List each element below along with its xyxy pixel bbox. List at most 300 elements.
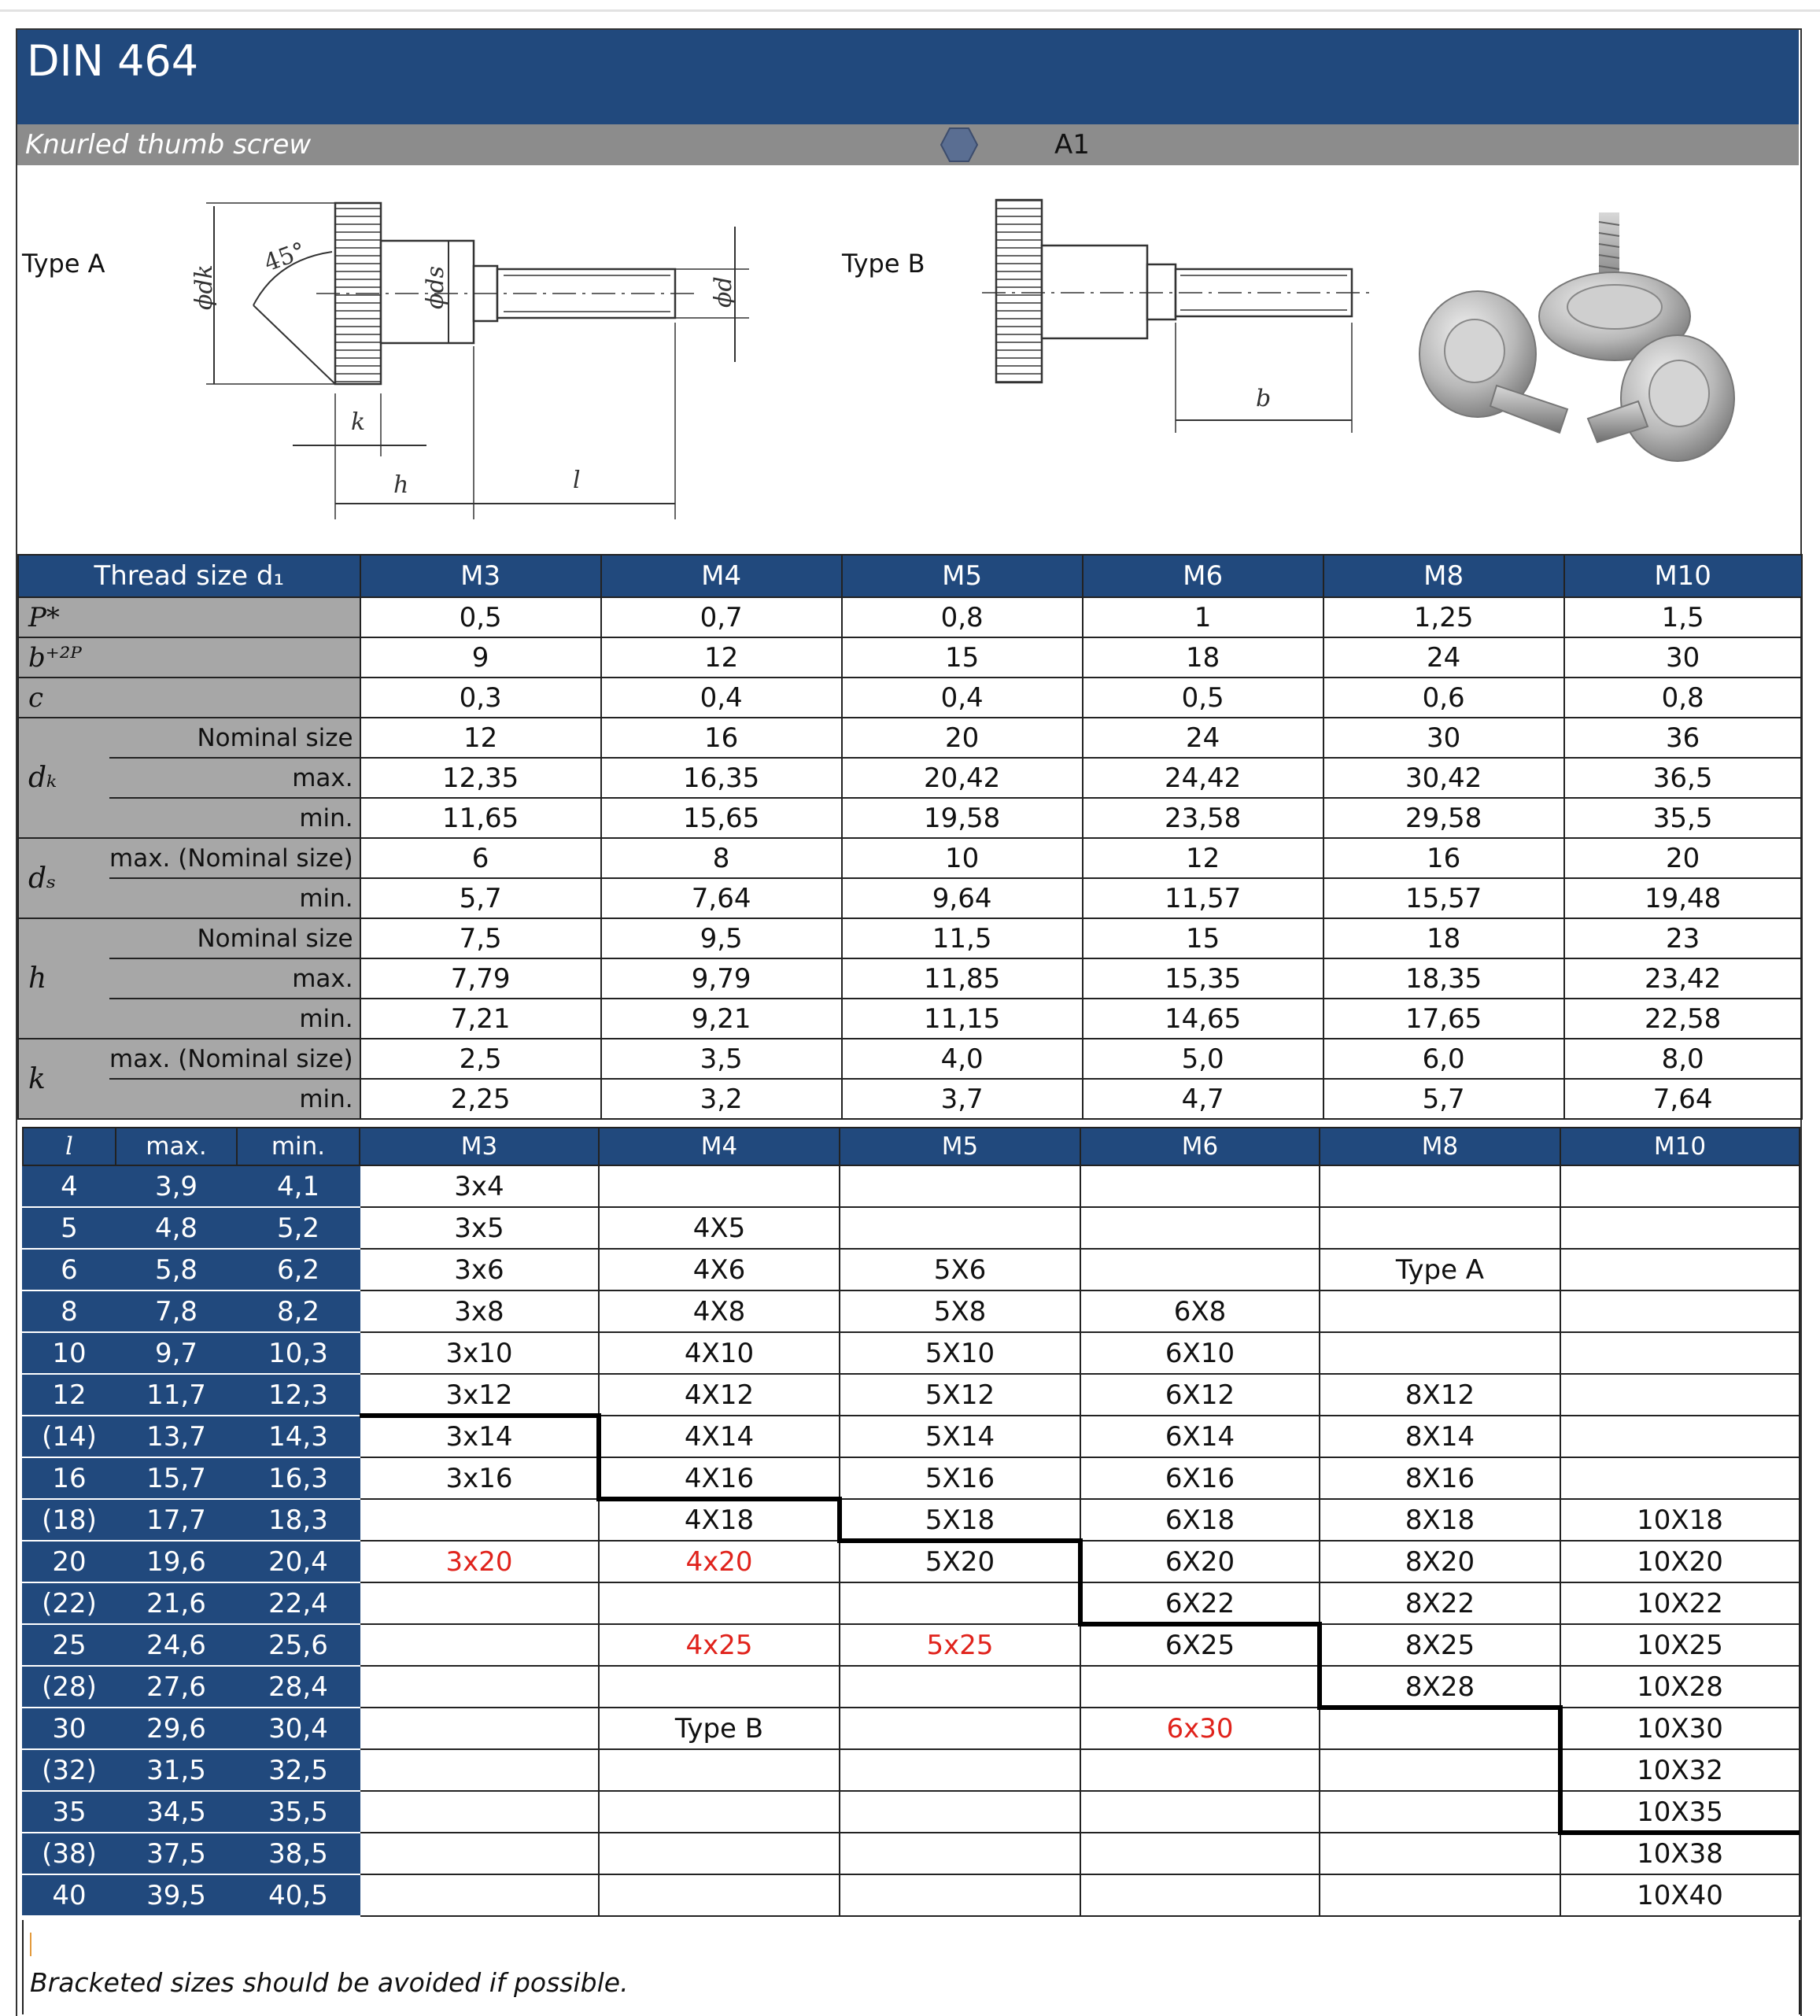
page-title: DIN 464 <box>27 36 199 86</box>
size-cell: 5X12 <box>840 1374 1080 1416</box>
size-cell: Type B <box>599 1708 840 1749</box>
spec-value: 36,5 <box>1564 758 1802 798</box>
spec-value: 6 <box>360 838 601 878</box>
size-cell <box>360 1749 599 1791</box>
size-header: M10 <box>1564 555 1802 597</box>
spec-value: 12,35 <box>360 758 601 798</box>
length-max: 3,9 <box>116 1165 237 1207</box>
size-cell: 8X14 <box>1320 1416 1560 1457</box>
length-max: 24,6 <box>116 1624 237 1666</box>
nominal-length: 40 <box>23 1874 116 1916</box>
spec-value: 12 <box>360 718 601 758</box>
subtitle-bar <box>17 124 1799 165</box>
spec-value: 2,25 <box>360 1079 601 1119</box>
size-cell <box>1320 1791 1560 1833</box>
size-cell <box>360 1874 599 1916</box>
spec-value: 29,58 <box>1323 798 1564 838</box>
size-cell: 5X10 <box>840 1332 1080 1374</box>
spec-value: 11,5 <box>842 918 1083 958</box>
size-cell <box>1320 1833 1560 1874</box>
size-cell: 3x20 <box>360 1541 599 1582</box>
nominal-length: 35 <box>23 1791 116 1833</box>
size-cell: 6X8 <box>1080 1290 1320 1332</box>
length-header: max. <box>116 1128 237 1165</box>
row-symbol: dₖ <box>18 718 109 838</box>
length-row <box>23 1499 1800 1541</box>
size-cell <box>360 1666 599 1708</box>
length-header: M6 <box>1080 1128 1320 1165</box>
row-qualifier: max. <box>109 958 360 999</box>
length-row <box>23 1749 1800 1791</box>
size-header: M5 <box>842 555 1083 597</box>
spec-value: 1,25 <box>1323 597 1564 637</box>
size-cell <box>1320 1708 1560 1749</box>
spec-row <box>18 678 1802 718</box>
length-max: 31,5 <box>116 1749 237 1791</box>
size-cell <box>1560 1165 1800 1207</box>
size-header: M6 <box>1083 555 1323 597</box>
size-cell: 6X12 <box>1080 1374 1320 1416</box>
length-header: M3 <box>360 1128 599 1165</box>
spec-value: 5,0 <box>1083 1039 1323 1079</box>
spec-value: 11,57 <box>1083 878 1323 918</box>
row-symbol: c <box>18 678 360 718</box>
spec-value: 4,7 <box>1083 1079 1323 1119</box>
length-min: 30,4 <box>237 1708 360 1749</box>
size-cell <box>1080 1874 1320 1916</box>
size-cell <box>360 1499 599 1541</box>
spec-value: 9,64 <box>842 878 1083 918</box>
spec-value: 11,15 <box>842 999 1083 1039</box>
spec-value: 9,79 <box>601 958 842 999</box>
size-cell: 10X25 <box>1560 1624 1800 1666</box>
nominal-length: 20 <box>23 1541 116 1582</box>
size-cell: 6X22 <box>1080 1582 1320 1624</box>
nominal-length: (18) <box>23 1499 116 1541</box>
size-cell: 6X25 <box>1080 1624 1320 1666</box>
length-row <box>23 1457 1800 1499</box>
size-cell <box>840 1833 1080 1874</box>
spec-value: 0,4 <box>601 678 842 718</box>
size-cell <box>599 1666 840 1708</box>
spec-value: 3,2 <box>601 1079 842 1119</box>
length-min: 22,4 <box>237 1582 360 1624</box>
nominal-length: (14) <box>23 1416 116 1457</box>
spec-body <box>18 597 1802 1119</box>
spec-row <box>18 1079 1802 1119</box>
length-row <box>23 1541 1800 1582</box>
spec-value: 12 <box>601 637 842 678</box>
size-cell: 10X28 <box>1560 1666 1800 1708</box>
spec-value: 10 <box>842 838 1083 878</box>
size-cell: 6x30 <box>1080 1708 1320 1749</box>
size-cell <box>1320 1207 1560 1249</box>
row-qualifier: Nominal size <box>109 718 360 758</box>
spec-value: 30 <box>1323 718 1564 758</box>
row-qualifier: min. <box>109 878 360 918</box>
type-b-drawing <box>982 200 1371 433</box>
length-min: 10,3 <box>237 1332 360 1374</box>
nominal-length: 10 <box>23 1332 116 1374</box>
spec-value: 20 <box>842 718 1083 758</box>
length-row <box>23 1332 1800 1374</box>
nominal-length: 16 <box>23 1457 116 1499</box>
size-cell <box>840 1874 1080 1916</box>
spec-value: 0,4 <box>842 678 1083 718</box>
spec-value: 16 <box>1323 838 1564 878</box>
text-cursor <box>30 1933 31 1956</box>
nominal-length: 8 <box>23 1290 116 1332</box>
spec-value: 19,58 <box>842 798 1083 838</box>
dk-dimension-label: ϕdk <box>190 264 218 310</box>
size-cell: 6X14 <box>1080 1416 1320 1457</box>
length-header: min. <box>237 1128 360 1165</box>
size-cell: 6X16 <box>1080 1457 1320 1499</box>
nominal-length: (38) <box>23 1833 116 1874</box>
size-cell <box>1320 1332 1560 1374</box>
nominal-length: 4 <box>23 1165 116 1207</box>
size-cell <box>1080 1207 1320 1249</box>
product-name: Knurled thumb screw <box>25 129 312 161</box>
size-cell <box>360 1708 599 1749</box>
length-max: 29,6 <box>116 1708 237 1749</box>
spec-value: 24 <box>1323 637 1564 678</box>
row-qualifier: Nominal size <box>109 918 360 958</box>
size-cell <box>599 1874 840 1916</box>
length-max: 17,7 <box>116 1499 237 1541</box>
length-header-row <box>23 1128 1800 1165</box>
spec-value: 8,0 <box>1564 1039 1802 1079</box>
size-cell <box>1560 1457 1800 1499</box>
size-header: M8 <box>1323 555 1564 597</box>
length-min: 4,1 <box>237 1165 360 1207</box>
size-cell: 3x10 <box>360 1332 599 1374</box>
size-cell <box>599 1833 840 1874</box>
size-cell <box>360 1624 599 1666</box>
spec-value: 15 <box>842 637 1083 678</box>
size-cell: 4X18 <box>599 1499 840 1541</box>
size-cell: 6X10 <box>1080 1332 1320 1374</box>
hexagon-icon <box>940 127 979 163</box>
ds-dimension-label: ϕds <box>422 265 449 309</box>
spec-value: 14,65 <box>1083 999 1323 1039</box>
spec-value: 20,42 <box>842 758 1083 798</box>
nominal-length: 12 <box>23 1374 116 1416</box>
spec-value: 8 <box>601 838 842 878</box>
d-dimension-label: ϕd <box>710 276 737 308</box>
size-cell: 5X20 <box>840 1541 1080 1582</box>
spec-value: 7,21 <box>360 999 601 1039</box>
l-dimension-label: l <box>573 467 581 494</box>
spec-value: 30,42 <box>1323 758 1564 798</box>
size-cell <box>599 1582 840 1624</box>
length-row <box>23 1833 1800 1874</box>
spec-value: 23 <box>1564 918 1802 958</box>
size-cell: 5x25 <box>840 1624 1080 1666</box>
size-cell: 6X20 <box>1080 1541 1320 1582</box>
length-header: M5 <box>840 1128 1080 1165</box>
size-cell: 5X16 <box>840 1457 1080 1499</box>
spec-value: 9,21 <box>601 999 842 1039</box>
size-cell: 8X16 <box>1320 1457 1560 1499</box>
k-dimension-label: k <box>351 408 366 436</box>
size-cell: 5X6 <box>840 1249 1080 1290</box>
spec-value: 0,7 <box>601 597 842 637</box>
spec-value: 23,42 <box>1564 958 1802 999</box>
spec-row <box>18 958 1802 999</box>
length-max: 34,5 <box>116 1791 237 1833</box>
size-cell: 10X20 <box>1560 1541 1800 1582</box>
spec-value: 0,8 <box>842 597 1083 637</box>
length-table <box>22 1127 1800 1917</box>
spec-row <box>18 878 1802 918</box>
length-row <box>23 1207 1800 1249</box>
nominal-length: 6 <box>23 1249 116 1290</box>
length-max: 9,7 <box>116 1332 237 1374</box>
length-min: 16,3 <box>237 1457 360 1499</box>
length-max: 7,8 <box>116 1290 237 1332</box>
spec-value: 7,64 <box>1564 1079 1802 1119</box>
size-cell: 3x14 <box>360 1416 599 1457</box>
size-cell <box>1320 1290 1560 1332</box>
spec-value: 15,57 <box>1323 878 1564 918</box>
size-cell: 4X6 <box>599 1249 840 1290</box>
length-row <box>23 1791 1800 1833</box>
size-cell <box>1320 1165 1560 1207</box>
size-cell: 3x5 <box>360 1207 599 1249</box>
spec-header-row <box>18 555 1802 597</box>
size-cell <box>1560 1207 1800 1249</box>
size-cell <box>1080 1791 1320 1833</box>
h-dimension-label: h <box>393 471 409 499</box>
footnote-text: Bracketed sizes should be avoided if possible. <box>30 1967 629 1998</box>
size-cell: 4x25 <box>599 1624 840 1666</box>
nominal-length: 5 <box>23 1207 116 1249</box>
length-body <box>23 1165 1800 1916</box>
size-cell <box>1080 1249 1320 1290</box>
size-cell: 8X12 <box>1320 1374 1560 1416</box>
size-cell: 5X14 <box>840 1416 1080 1457</box>
length-max: 37,5 <box>116 1833 237 1874</box>
length-max: 21,6 <box>116 1582 237 1624</box>
length-max: 15,7 <box>116 1457 237 1499</box>
size-cell: 10X22 <box>1560 1582 1800 1624</box>
size-cell <box>1560 1249 1800 1290</box>
row-qualifier: min. <box>109 798 360 838</box>
length-header: M10 <box>1560 1128 1800 1165</box>
spec-value: 3,7 <box>842 1079 1083 1119</box>
spec-value: 24,42 <box>1083 758 1323 798</box>
size-cell <box>840 1582 1080 1624</box>
row-qualifier: max. (Nominal size) <box>109 1039 360 1079</box>
spec-row <box>18 637 1802 678</box>
size-cell <box>1560 1374 1800 1416</box>
length-min: 35,5 <box>237 1791 360 1833</box>
size-cell: 5X8 <box>840 1290 1080 1332</box>
size-cell <box>1080 1833 1320 1874</box>
spec-row <box>18 838 1802 878</box>
spec-value: 15,35 <box>1083 958 1323 999</box>
spec-value: 18 <box>1323 918 1564 958</box>
spec-value: 0,6 <box>1323 678 1564 718</box>
spec-value: 16 <box>601 718 842 758</box>
size-cell <box>599 1165 840 1207</box>
nominal-length: 25 <box>23 1624 116 1666</box>
spec-value: 18,35 <box>1323 958 1564 999</box>
spec-value: 5,7 <box>1323 1079 1564 1119</box>
size-cell: 3x12 <box>360 1374 599 1416</box>
length-row <box>23 1416 1800 1457</box>
size-header: M4 <box>601 555 842 597</box>
length-min: 8,2 <box>237 1290 360 1332</box>
spec-value: 24 <box>1083 718 1323 758</box>
row-symbol: k <box>18 1039 109 1119</box>
spec-value: 5,7 <box>360 878 601 918</box>
size-cell: 5X18 <box>840 1499 1080 1541</box>
spec-value: 15 <box>1083 918 1323 958</box>
size-cell: 4X16 <box>599 1457 840 1499</box>
length-row <box>23 1624 1800 1666</box>
size-cell: 3x8 <box>360 1290 599 1332</box>
spec-value: 3,5 <box>601 1039 842 1079</box>
spec-value: 30 <box>1564 637 1802 678</box>
size-cell <box>1560 1332 1800 1374</box>
spec-value: 23,58 <box>1083 798 1323 838</box>
length-row <box>23 1290 1800 1332</box>
size-cell <box>840 1666 1080 1708</box>
length-row <box>23 1874 1800 1916</box>
size-cell: 10X35 <box>1560 1791 1800 1833</box>
length-min: 5,2 <box>237 1207 360 1249</box>
spec-value: 7,79 <box>360 958 601 999</box>
spec-value: 0,3 <box>360 678 601 718</box>
size-cell: 4X14 <box>599 1416 840 1457</box>
size-cell <box>360 1582 599 1624</box>
size-cell: 10X30 <box>1560 1708 1800 1749</box>
size-cell <box>1320 1749 1560 1791</box>
length-row <box>23 1666 1800 1708</box>
size-cell: 8X28 <box>1320 1666 1560 1708</box>
row-symbol: dₛ <box>18 838 109 918</box>
size-cell: 8X25 <box>1320 1624 1560 1666</box>
spec-value: 18 <box>1083 637 1323 678</box>
spec-value: 11,85 <box>842 958 1083 999</box>
row-symbol: h <box>18 918 109 1039</box>
material-grade: A1 <box>1054 129 1090 161</box>
spec-row <box>18 1039 1802 1079</box>
length-row <box>23 1249 1800 1290</box>
spec-value: 0,5 <box>360 597 601 637</box>
spec-value: 9 <box>360 637 601 678</box>
size-cell: 8X22 <box>1320 1582 1560 1624</box>
size-cell: 4X5 <box>599 1207 840 1249</box>
size-cell: 10X40 <box>1560 1874 1800 1916</box>
length-min: 20,4 <box>237 1541 360 1582</box>
spec-value: 6,0 <box>1323 1039 1564 1079</box>
spec-value: 12 <box>1083 838 1323 878</box>
length-min: 38,5 <box>237 1833 360 1874</box>
product-photo <box>1419 212 1734 461</box>
illustration-area <box>17 165 1799 554</box>
spec-row <box>18 597 1802 637</box>
size-cell: 8X18 <box>1320 1499 1560 1541</box>
size-cell: 4X10 <box>599 1332 840 1374</box>
length-row <box>23 1374 1800 1416</box>
length-max: 4,8 <box>116 1207 237 1249</box>
spec-value: 0,8 <box>1564 678 1802 718</box>
size-cell <box>1320 1874 1560 1916</box>
spec-row <box>18 798 1802 838</box>
size-cell: 4X8 <box>599 1290 840 1332</box>
footnote-area <box>22 1920 1800 2014</box>
spec-row <box>18 999 1802 1039</box>
length-max: 13,7 <box>116 1416 237 1457</box>
size-cell <box>599 1749 840 1791</box>
length-min: 18,3 <box>237 1499 360 1541</box>
spec-value: 4,0 <box>842 1039 1083 1079</box>
length-min: 40,5 <box>237 1874 360 1916</box>
spec-value: 0,5 <box>1083 678 1323 718</box>
dimension-table <box>17 554 1803 1120</box>
nominal-length: (32) <box>23 1749 116 1791</box>
title-bar <box>17 30 1799 124</box>
spec-row <box>18 758 1802 798</box>
size-cell <box>1560 1290 1800 1332</box>
spec-value: 15,65 <box>601 798 842 838</box>
size-cell <box>1080 1666 1320 1708</box>
size-header: M3 <box>360 555 601 597</box>
spec-value: 1 <box>1083 597 1323 637</box>
length-max: 5,8 <box>116 1249 237 1290</box>
size-cell: 10X18 <box>1560 1499 1800 1541</box>
spec-value: 9,5 <box>601 918 842 958</box>
length-header: l <box>23 1128 116 1165</box>
size-cell <box>1560 1416 1800 1457</box>
spec-row <box>18 918 1802 958</box>
length-min: 12,3 <box>237 1374 360 1416</box>
spec-value: 20 <box>1564 838 1802 878</box>
length-row <box>23 1582 1800 1624</box>
type-b-label: Type B <box>842 249 925 279</box>
spec-value: 16,35 <box>601 758 842 798</box>
length-min: 6,2 <box>237 1249 360 1290</box>
b-dimension-label: b <box>1256 385 1272 412</box>
nominal-length: 30 <box>23 1708 116 1749</box>
size-cell: 3x16 <box>360 1457 599 1499</box>
size-cell <box>360 1833 599 1874</box>
size-cell <box>840 1749 1080 1791</box>
length-row <box>23 1165 1800 1207</box>
row-qualifier: min. <box>109 999 360 1039</box>
size-cell <box>1080 1165 1320 1207</box>
size-cell: 8X20 <box>1320 1541 1560 1582</box>
length-row <box>23 1708 1800 1749</box>
length-header: M8 <box>1320 1128 1560 1165</box>
spec-value: 7,5 <box>360 918 601 958</box>
spec-value: 7,64 <box>601 878 842 918</box>
length-min: 32,5 <box>237 1749 360 1791</box>
length-min: 14,3 <box>237 1416 360 1457</box>
type-a-label: Type A <box>22 249 105 279</box>
row-qualifier: min. <box>109 1079 360 1119</box>
spec-value: 19,48 <box>1564 878 1802 918</box>
row-symbol: P* <box>18 597 360 637</box>
length-max: 27,6 <box>116 1666 237 1708</box>
size-cell: 3x6 <box>360 1249 599 1290</box>
spec-value: 1,5 <box>1564 597 1802 637</box>
row-qualifier: max. (Nominal size) <box>109 838 360 878</box>
size-cell <box>599 1791 840 1833</box>
